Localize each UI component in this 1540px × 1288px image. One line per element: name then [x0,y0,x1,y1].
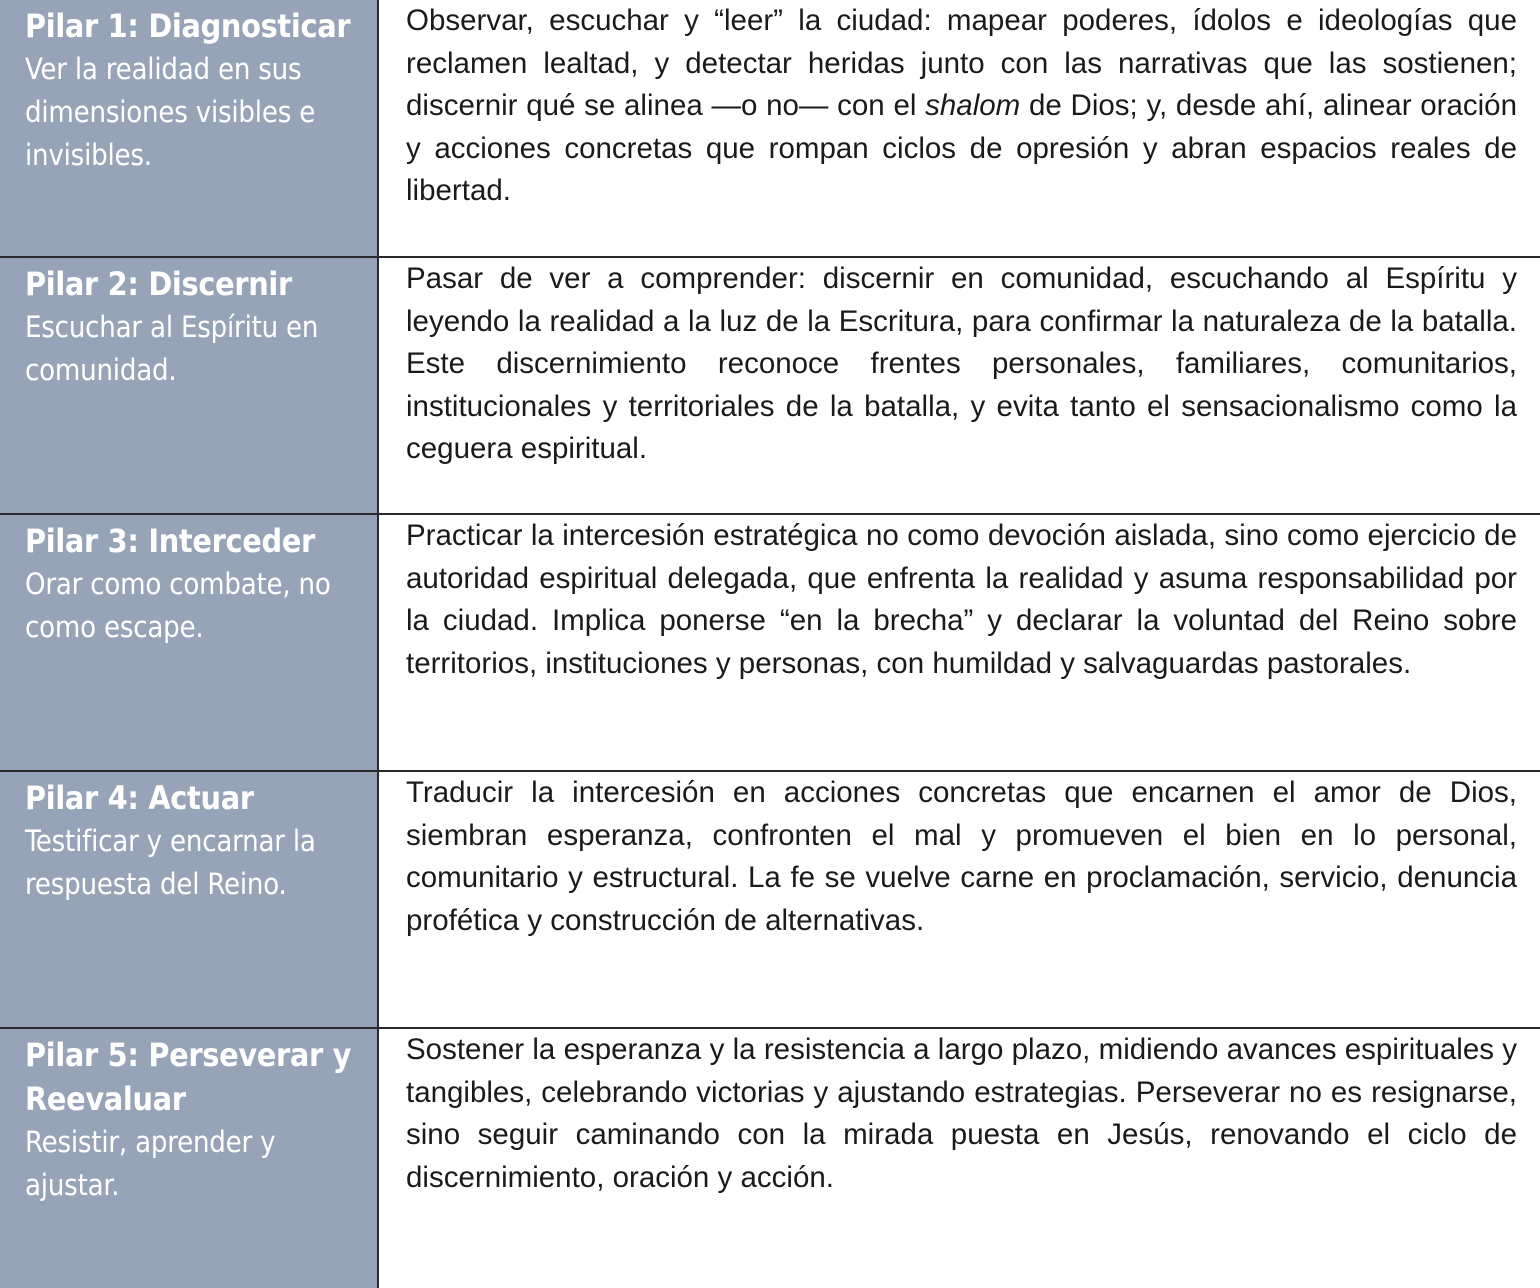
description-text: Observar, escuchar y “leer” la ciudad: mapear poderes, ídolos e ideologías que reclamen lealtad, y detectar heridas junto con las narrativas que las sostienen; discernir qué se alinea —o no— con el [406,4,1517,123]
description-emphasis: shalom [925,89,1021,123]
pillar-title: Pilar 4: Actuar [25,779,254,817]
pillar-title: Pilar 1: Diagnosticar [25,7,351,45]
pillar-title: Pilar 2: Discernir [25,265,292,303]
pillar-description: Pasar de ver a comprender: discernir en comunidad, escuchando al Espíritu y leyendo la realidad a la luz de la Escritura, para confirmar la naturaleza de la batalla. Este discernimiento reconoce frentes personales, familiares, comunitarios, institucionales y territoriales de la batalla, y evita tanto el sensacionalismo como la ceguera espiritual. [406,262,1517,466]
pillar-title: Pilar 3: Interceder [25,522,315,560]
pillar-subtitle: Orar como combate, no como escape. [25,567,331,644]
pillar-row-2 [0,257,1540,514]
pillar-row-3 [0,514,1540,771]
pillar-subtitle: Testificar y encarnar la respuesta del Reino. [25,824,316,901]
pillar-description-cell [378,1028,1540,1288]
pillar-header-cell [0,1028,378,1288]
pillar-row-5 [0,1028,1540,1288]
pillar-title: Pilar 5: Perseverar y Reevaluar [25,1036,352,1118]
pillar-header-cell [0,257,378,514]
pillar-description-cell [378,257,1540,514]
pillar-description: Practicar la intercesión estratégica no como devoción aislada, sino como ejercicio de autoridad espiritual delegada, que enfrenta la realidad y asuma responsabilidad por la ciudad. Implica ponerse “en la brecha” y declarar la voluntad del Reino sobre territorios, instituciones y personas, con humildad y salvaguardas pastorales. [406,519,1517,680]
pillar-description-cell [378,0,1540,257]
pillar-subtitle: Ver la realidad en sus dimensiones visibles e invisibles. [25,52,316,172]
pillar-description [379,0,1540,213]
pillar-subtitle: Escuchar al Espíritu en comunidad. [25,310,319,387]
pillar-description-cell [378,514,1540,771]
pillar-description-cell [378,771,1540,1028]
description-text: de Dios; y, desde ahí, alinear oración y acciones concretas que rompan ciclos de opresión y abran espacios reales de libertad. [406,89,1517,208]
pillar-header-cell [0,0,378,257]
pillar-row-1 [0,0,1540,257]
pillar-row-4 [0,771,1540,1028]
pillar-header-cell [0,514,378,771]
pillar-description: Sostener la esperanza y la resistencia a largo plazo, midiendo avances espirituales y tangibles, celebrando victorias y ajustando estrategias. Perseverar no es resignarse, sino seguir caminando con la mirada puesta en Jesús, renovando el ciclo de discernimiento, oración y acción. [406,1033,1517,1194]
pillar-subtitle: Resistir, aprender y ajustar. [25,1125,276,1202]
pillar-description: Traducir la intercesión en acciones concretas que encarnen el amor de Dios, siembran esperanza, confronten el mal y promueven el bien en lo personal, comunitario y estructural. La fe se vuelve carne en proclamación, servicio, denuncia profética y construcción de alternativas. [406,776,1517,937]
pillar-header-cell [0,771,378,1028]
